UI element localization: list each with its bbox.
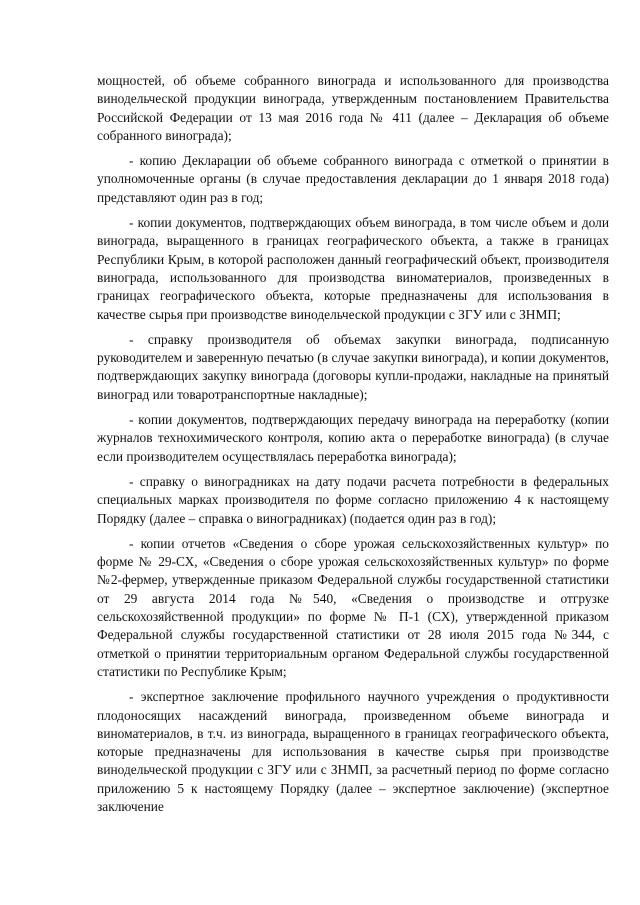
document-body [97, 72, 609, 823]
paragraph-processing-documents: - копии документов, подтверждающих передачу винограда на переработку (копии журналов технохимического контроля, копию акта о переработке винограда) (в случае если производителем осуществлялась переработка винограда); [97, 412, 609, 464]
paragraph-expert-opinion: - экспертное заключение профильного научного учреждения о продуктивности плодоносящих насаждений винограда, произведенном объеме винограда и виноматериалов, в т.ч. из винограда, выращенного в границах географического объекта, которые предназначены для использования в качестве сырья при производстве винодельческой продукции с ЗГУ или с ЗНМП, за расчетный период по форме согласно приложению 5 к настоящему Порядку (далее – экспертное заключение) (экспертное заключение [97, 689, 609, 814]
paragraph-declaration-ref: мощностей, об объеме собранного винограда и использованного для производства винодельческой продукции винограда, утвержденным постановлением Правительства Российской Федерации от 13 мая 2016 года № 411 (далее – Декларация об объеме собранного винограда); [97, 73, 609, 143]
paragraph-volume-documents: - копии документов, подтверждающих объем винограда, в том числе объем и доли винограда, выращенного в границах географического объекта, а также в границах Республики Крым, в которой расположен данный географический объект, производителя винограда, использованного для производства виноматериалов, произведенных в границах географического объекта, которые предназначены для использования в качестве сырья при производстве винодельческой продукции с ЗГУ или с ЗНМП; [97, 215, 609, 322]
paragraph-statistics-reports: - копии отчетов «Сведения о сборе урожая сельскохозяйственных культур» по форме № 29-СХ, «Сведения о сборе урожая сельскохозяйственных культур» по форме №2-фермер, утвержденные приказом Федеральной службы государственной статистики от 29 августа 2014 года №540, «Сведения о производстве и отгрузке сельскохозяйственной продукции» по форме № П-1 (СХ), утвержденной приказом Федеральной службы государственной статистики от 28 июля 2015 года №344, с отметкой о принятии территориальным органом Федеральной службы государственной статистики по Республике Крым; [97, 535, 609, 679]
paragraph-vineyard-certificate: - справку о виноградниках на дату подачи расчета потребности в федеральных специальных марках производителя по форме согласно приложению 4 к настоящему Порядку (далее – справка о виноградниках) (подается один раз в год); [97, 473, 609, 526]
paragraph-purchase-certificate: - справку производителя об объемах закупки винограда, подписанную руководителем и заверенную печатью (в случае закупки винограда), и копии документов, подтверждающих закупку винограда (договоры купли-продажи, накладные на принятый виноград или товаротранспортные накладные); [97, 331, 609, 402]
paragraph-declaration-copy: - копию Декларации об объеме собранного винограда с отметкой о принятии в уполномоченные органы (в случае предоставления декларации до 1 января 2018 года) представляют один раз в год; [97, 153, 609, 205]
